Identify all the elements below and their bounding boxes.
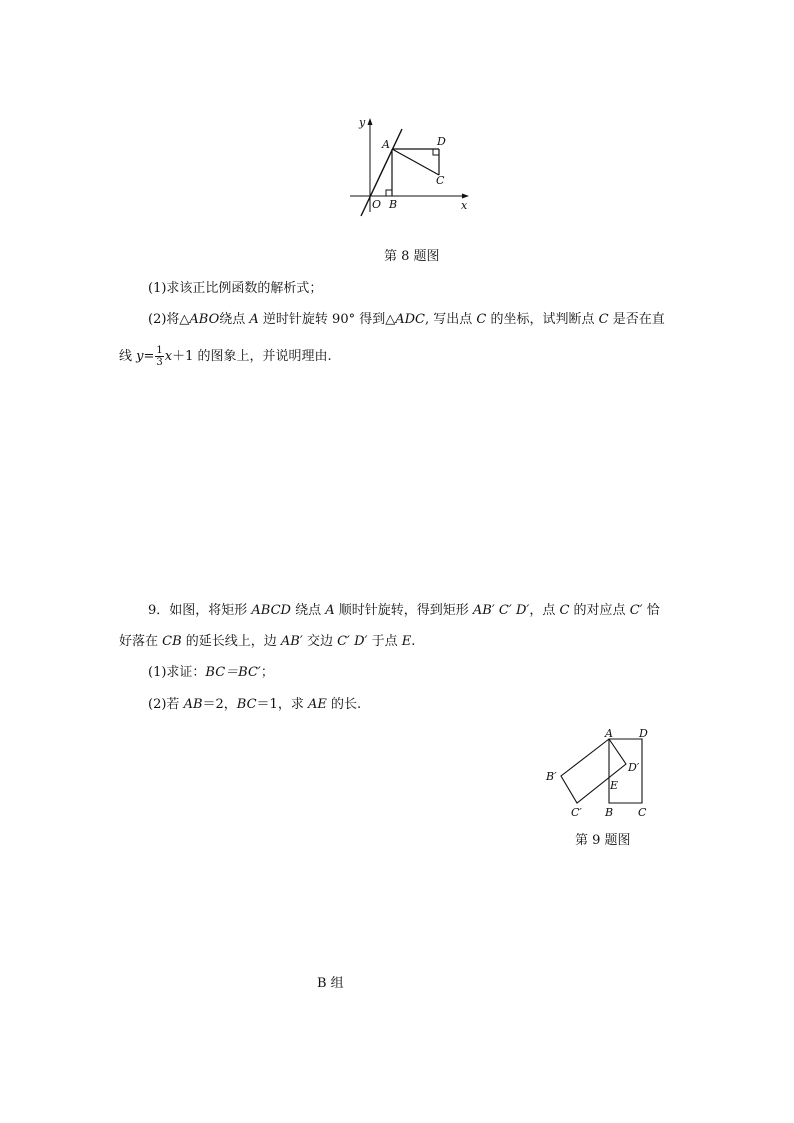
q9-text: 恰 <box>642 603 660 618</box>
q8-abo: ABO <box>189 312 220 327</box>
q9-text: (2)若 <box>148 697 184 712</box>
q9-bc-expr: BC＝BC′ <box>205 665 261 680</box>
q9-text: . <box>411 634 416 649</box>
label-B: B <box>605 806 614 819</box>
figure-9-caption: 第 9 题图 <box>575 833 631 848</box>
q9-part2 <box>148 696 361 714</box>
label-A: A <box>382 138 390 151</box>
fraction-numerator: 1 <box>156 345 163 356</box>
q8-var-x: x <box>164 349 173 364</box>
figure-9 <box>540 726 660 821</box>
q9-text: 交边 <box>302 634 338 649</box>
label-C: C <box>638 806 647 819</box>
q8-point-c: C <box>598 312 609 327</box>
q9-text: ，点 <box>529 603 560 618</box>
q9-rect-prime: AB′ C′ D′ <box>472 603 530 618</box>
q9-text: (1)求证： <box>148 665 206 680</box>
q9-ae: AE <box>307 697 327 712</box>
q9-text: 于点 <box>367 634 402 649</box>
label-D: D <box>639 727 648 740</box>
q8-part2-text: 是否在直 <box>608 312 665 327</box>
label-C: C <box>436 174 445 187</box>
q9-text: 的延长线上，边 <box>181 634 281 649</box>
q8-adc: ADC <box>395 312 425 327</box>
label-y: y <box>359 116 366 129</box>
q9-text: 顺时针旋转，得到矩形 <box>334 603 473 618</box>
q9-abcd: ABCD <box>251 603 291 618</box>
label-D-prime: D′ <box>628 761 640 774</box>
q8-part2 <box>148 311 665 329</box>
figure-8-caption: 第 8 题图 <box>384 249 440 264</box>
q8-part2-text: (2)将△ <box>148 312 190 327</box>
q9-text: ＝2， <box>202 697 237 712</box>
right-angle-B <box>386 190 392 196</box>
label-E: E <box>610 779 619 792</box>
fraction-one-third <box>155 345 163 368</box>
q9-point-c: C <box>559 603 570 618</box>
q9-cd-prime: C′ D′ <box>337 634 368 649</box>
label-C-prime: C′ <box>571 806 582 819</box>
q9-part1 <box>148 664 274 682</box>
right-angle-D <box>433 149 439 155</box>
q9-text: 的对应点 <box>569 603 630 618</box>
q9-text: 的长. <box>326 697 362 712</box>
q9-ab-prime: AB′ <box>280 634 303 649</box>
label-D: D <box>437 135 446 148</box>
q8-part2-text: 逆时针旋转 90° 得到△ <box>258 312 396 327</box>
segment-AC <box>392 149 439 175</box>
q8-var-y: y <box>136 349 144 364</box>
q8-part2-text: 的坐标，试判断点 <box>486 312 599 327</box>
q9-line2 <box>119 633 415 651</box>
fraction-denominator: 3 <box>156 357 163 368</box>
q8-point-a: A <box>249 312 259 327</box>
q9-line1 <box>148 602 660 620</box>
q9-cb: CB <box>162 634 182 649</box>
label-A: A <box>605 727 613 740</box>
label-O: O <box>372 198 382 211</box>
q8-part2-text: , 写出点 <box>425 312 477 327</box>
label-x: x <box>461 199 468 212</box>
q8-point-c: C <box>476 312 487 327</box>
q9-text: 绕点 <box>290 603 326 618</box>
q9-text: 好落在 <box>119 634 163 649</box>
q8-part2-text: 绕点 <box>219 312 250 327</box>
q9-text: 9．如图，将矩形 <box>148 603 252 618</box>
q8-part1: (1)求该正比例函数的解析式； <box>148 281 323 296</box>
y-axis-arrow <box>368 118 373 125</box>
q9-text: ＝1，求 <box>256 697 308 712</box>
q8-line3-text: 线 <box>119 349 137 364</box>
figure-8 <box>345 112 475 217</box>
q9-point-c-prime: C′ <box>629 603 643 618</box>
q8-equals: = <box>143 349 155 364</box>
rectangle-AB'C'D' <box>561 739 626 803</box>
label-B-prime: B′ <box>546 770 557 783</box>
q9-point-a: A <box>325 603 335 618</box>
q9-ab: AB <box>183 697 203 712</box>
label-B: B <box>389 198 398 211</box>
q8-line3 <box>119 345 332 368</box>
q9-point-e: E <box>401 634 412 649</box>
q9-bc: BC <box>236 697 257 712</box>
q8-line3-text: ＋1 的图象上，并说明理由. <box>172 349 332 364</box>
q9-text: ； <box>260 665 274 680</box>
section-label: B 组 <box>317 976 344 991</box>
x-axis-arrow <box>462 194 469 199</box>
